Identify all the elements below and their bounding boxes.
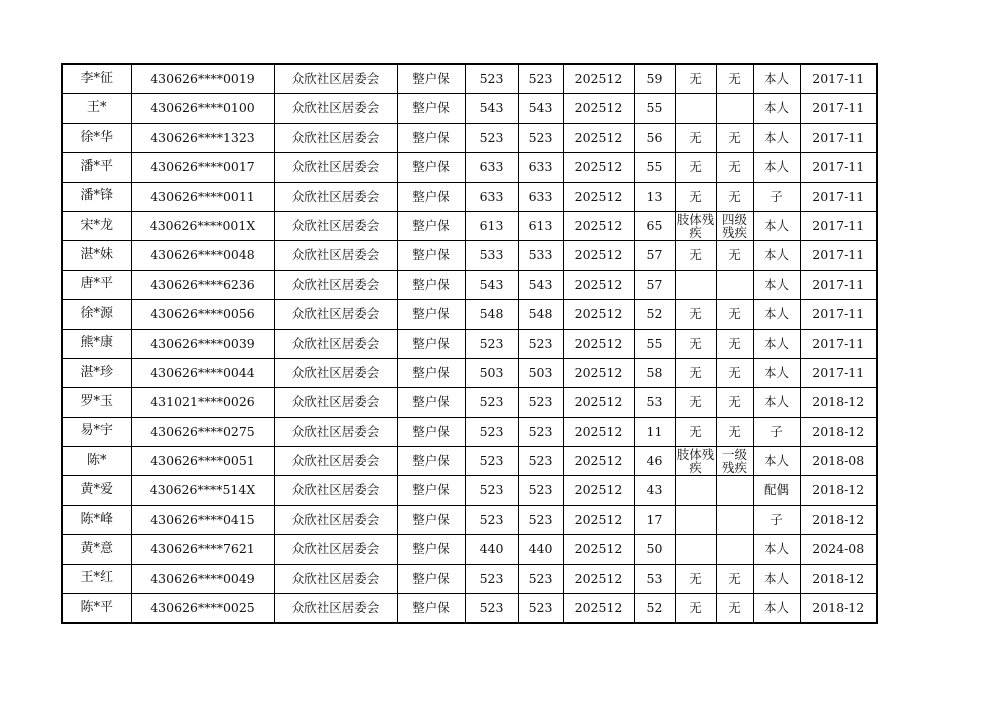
table-row [62, 505, 877, 534]
amount1-cell: 613 [465, 211, 518, 240]
disability-type-cell [675, 505, 716, 534]
id-cell: 430626****0017 [131, 153, 274, 182]
relation-cell: 配偶 [753, 476, 800, 505]
amount2-cell: 503 [518, 358, 563, 387]
age-cell: 57 [634, 270, 675, 299]
amount1-cell: 543 [465, 270, 518, 299]
amount1-cell: 533 [465, 241, 518, 270]
age-cell: 13 [634, 182, 675, 211]
table-row [62, 123, 877, 152]
id-cell: 430626****0100 [131, 94, 274, 123]
amount1-cell: 523 [465, 505, 518, 534]
date-cell: 2018-12 [800, 417, 877, 446]
age-cell: 57 [634, 241, 675, 270]
committee-cell: 众欣社区居委会 [274, 388, 397, 417]
date-cell: 2017-11 [800, 123, 877, 152]
committee-cell: 众欣社区居委会 [274, 594, 397, 624]
age-cell: 53 [634, 388, 675, 417]
period-cell: 202512 [563, 594, 634, 624]
id-cell: 430626****0044 [131, 358, 274, 387]
disability-type-cell [675, 94, 716, 123]
relation-cell: 本人 [753, 64, 800, 94]
committee-cell: 众欣社区居委会 [274, 211, 397, 240]
relation-cell: 本人 [753, 94, 800, 123]
disability-level-cell: 四级残疾 [716, 211, 753, 240]
type-cell: 整户保 [397, 270, 465, 299]
disability-level-cell [716, 270, 753, 299]
name-cell: 罗*玉 [62, 388, 131, 417]
type-cell: 整户保 [397, 241, 465, 270]
disability-level-cell: 无 [716, 329, 753, 358]
relation-cell: 本人 [753, 211, 800, 240]
period-cell: 202512 [563, 447, 634, 476]
type-cell: 整户保 [397, 564, 465, 593]
name-cell: 陈* [62, 447, 131, 476]
disability-level-cell: 无 [716, 358, 753, 387]
date-cell: 2017-11 [800, 211, 877, 240]
committee-cell: 众欣社区居委会 [274, 182, 397, 211]
date-cell: 2018-12 [800, 594, 877, 624]
amount2-cell: 440 [518, 535, 563, 564]
amount1-cell: 523 [465, 447, 518, 476]
relation-cell: 子 [753, 182, 800, 211]
id-cell: 430626****0025 [131, 594, 274, 624]
relation-cell: 本人 [753, 594, 800, 624]
amount2-cell: 523 [518, 447, 563, 476]
disability-level-cell: 无 [716, 64, 753, 94]
id-cell: 431021****0026 [131, 388, 274, 417]
name-cell: 徐*华 [62, 123, 131, 152]
disability-type-cell: 无 [675, 594, 716, 624]
type-cell: 整户保 [397, 594, 465, 624]
period-cell: 202512 [563, 211, 634, 240]
disability-type-cell: 无 [675, 123, 716, 152]
date-cell: 2018-12 [800, 505, 877, 534]
id-cell: 430626****514X [131, 476, 274, 505]
beneficiary-table [61, 63, 878, 624]
table-row [62, 153, 877, 182]
disability-level-cell [716, 535, 753, 564]
name-cell: 唐*平 [62, 270, 131, 299]
amount1-cell: 523 [465, 564, 518, 593]
relation-cell: 本人 [753, 153, 800, 182]
committee-cell: 众欣社区居委会 [274, 153, 397, 182]
disability-level-cell: 无 [716, 153, 753, 182]
committee-cell: 众欣社区居委会 [274, 358, 397, 387]
date-cell: 2017-11 [800, 358, 877, 387]
relation-cell: 本人 [753, 447, 800, 476]
type-cell: 整户保 [397, 417, 465, 446]
name-cell: 王* [62, 94, 131, 123]
relation-cell: 本人 [753, 358, 800, 387]
disability-level-cell: 无 [716, 388, 753, 417]
date-cell: 2018-12 [800, 564, 877, 593]
relation-cell: 本人 [753, 329, 800, 358]
period-cell: 202512 [563, 123, 634, 152]
date-cell: 2017-11 [800, 329, 877, 358]
committee-cell: 众欣社区居委会 [274, 241, 397, 270]
date-cell: 2018-12 [800, 388, 877, 417]
date-cell: 2017-11 [800, 94, 877, 123]
age-cell: 52 [634, 594, 675, 624]
committee-cell: 众欣社区居委会 [274, 94, 397, 123]
disability-level-cell: 无 [716, 300, 753, 329]
type-cell: 整户保 [397, 535, 465, 564]
disability-type-cell: 无 [675, 182, 716, 211]
age-cell: 50 [634, 535, 675, 564]
disability-level-cell [716, 476, 753, 505]
committee-cell: 众欣社区居委会 [274, 270, 397, 299]
table-row [62, 388, 877, 417]
disability-level-cell: 无 [716, 241, 753, 270]
type-cell: 整户保 [397, 64, 465, 94]
type-cell: 整户保 [397, 94, 465, 123]
relation-cell: 子 [753, 417, 800, 446]
id-cell: 430626****0056 [131, 300, 274, 329]
id-cell: 430626****6236 [131, 270, 274, 299]
id-cell: 430626****0039 [131, 329, 274, 358]
amount2-cell: 523 [518, 388, 563, 417]
name-cell: 陈*平 [62, 594, 131, 624]
name-cell: 潘*锋 [62, 182, 131, 211]
age-cell: 11 [634, 417, 675, 446]
id-cell: 430626****0048 [131, 241, 274, 270]
amount2-cell: 613 [518, 211, 563, 240]
period-cell: 202512 [563, 505, 634, 534]
table-row [62, 300, 877, 329]
type-cell: 整户保 [397, 182, 465, 211]
disability-type-cell [675, 476, 716, 505]
disability-type-cell: 肢体残疾 [676, 211, 715, 240]
name-cell: 宋*龙 [62, 211, 131, 240]
table-row [62, 94, 877, 123]
id-cell: 430626****0019 [131, 64, 274, 94]
period-cell: 202512 [563, 64, 634, 94]
committee-cell: 众欣社区居委会 [274, 300, 397, 329]
name-cell: 黄*爱 [62, 476, 131, 505]
period-cell: 202512 [563, 94, 634, 123]
date-cell: 2017-11 [800, 300, 877, 329]
amount2-cell: 523 [518, 123, 563, 152]
committee-cell: 众欣社区居委会 [274, 64, 397, 94]
amount2-cell: 523 [518, 329, 563, 358]
amount2-cell: 633 [518, 153, 563, 182]
amount1-cell: 523 [465, 64, 518, 94]
name-cell: 熊*康 [62, 329, 131, 358]
relation-cell: 本人 [753, 535, 800, 564]
period-cell: 202512 [563, 329, 634, 358]
id-cell: 430626****7621 [131, 535, 274, 564]
disability-type-cell: 无 [675, 241, 716, 270]
age-cell: 52 [634, 300, 675, 329]
committee-cell: 众欣社区居委会 [274, 505, 397, 534]
disability-type-cell [675, 270, 716, 299]
date-cell: 2017-11 [800, 64, 877, 94]
relation-cell: 本人 [753, 300, 800, 329]
id-cell: 430626****0051 [131, 447, 274, 476]
date-cell: 2018-08 [800, 447, 877, 476]
id-cell: 430626****0275 [131, 417, 274, 446]
amount2-cell: 533 [518, 241, 563, 270]
period-cell: 202512 [563, 182, 634, 211]
committee-cell: 众欣社区居委会 [274, 564, 397, 593]
id-cell: 430626****0011 [131, 182, 274, 211]
table-row [62, 535, 877, 564]
age-cell: 58 [634, 358, 675, 387]
disability-level-cell [716, 94, 753, 123]
name-cell: 湛*妹 [62, 241, 131, 270]
disability-type-cell: 无 [675, 64, 716, 94]
committee-cell: 众欣社区居委会 [274, 535, 397, 564]
committee-cell: 众欣社区居委会 [274, 417, 397, 446]
table-row [62, 211, 877, 240]
committee-cell: 众欣社区居委会 [274, 123, 397, 152]
amount1-cell: 523 [465, 388, 518, 417]
disability-type-cell: 无 [675, 417, 716, 446]
relation-cell: 本人 [753, 123, 800, 152]
disability-level-cell [716, 505, 753, 534]
amount1-cell: 503 [465, 358, 518, 387]
table-row [62, 182, 877, 211]
relation-cell: 本人 [753, 270, 800, 299]
age-cell: 56 [634, 123, 675, 152]
disability-type-cell: 无 [675, 329, 716, 358]
table-row [62, 594, 877, 624]
id-cell: 430626****0049 [131, 564, 274, 593]
disability-type-cell: 无 [675, 300, 716, 329]
type-cell: 整户保 [397, 358, 465, 387]
type-cell: 整户保 [397, 211, 465, 240]
amount1-cell: 523 [465, 329, 518, 358]
table-row [62, 447, 877, 476]
table-row [62, 64, 877, 94]
disability-level-cell: 无 [716, 594, 753, 624]
period-cell: 202512 [563, 388, 634, 417]
period-cell: 202512 [563, 535, 634, 564]
amount1-cell: 440 [465, 535, 518, 564]
table-body [62, 64, 877, 623]
name-cell: 李*征 [62, 64, 131, 94]
date-cell: 2024-08 [800, 535, 877, 564]
date-cell: 2018-12 [800, 476, 877, 505]
amount1-cell: 523 [465, 476, 518, 505]
amount2-cell: 543 [518, 94, 563, 123]
amount2-cell: 523 [518, 505, 563, 534]
disability-type-cell [675, 535, 716, 564]
relation-cell: 本人 [753, 564, 800, 593]
name-cell: 易*宇 [62, 417, 131, 446]
type-cell: 整户保 [397, 388, 465, 417]
name-cell: 王*红 [62, 564, 131, 593]
age-cell: 55 [634, 153, 675, 182]
age-cell: 53 [634, 564, 675, 593]
disability-type-cell: 无 [675, 388, 716, 417]
id-cell: 430626****0415 [131, 505, 274, 534]
table-row [62, 417, 877, 446]
disability-level-cell: 无 [716, 417, 753, 446]
relation-cell: 子 [753, 505, 800, 534]
type-cell: 整户保 [397, 329, 465, 358]
disability-type-cell: 无 [675, 564, 716, 593]
age-cell: 43 [634, 476, 675, 505]
name-cell: 黄*意 [62, 535, 131, 564]
type-cell: 整户保 [397, 476, 465, 505]
id-cell: 430626****001X [131, 211, 274, 240]
id-cell: 430626****1323 [131, 123, 274, 152]
table-row [62, 564, 877, 593]
committee-cell: 众欣社区居委会 [274, 329, 397, 358]
amount2-cell: 523 [518, 64, 563, 94]
period-cell: 202512 [563, 358, 634, 387]
name-cell: 湛*珍 [62, 358, 131, 387]
disability-level-cell: 无 [716, 182, 753, 211]
amount2-cell: 548 [518, 300, 563, 329]
amount2-cell: 523 [518, 564, 563, 593]
disability-level-cell: 无 [716, 123, 753, 152]
age-cell: 46 [634, 447, 675, 476]
table-row [62, 358, 877, 387]
amount1-cell: 523 [465, 123, 518, 152]
type-cell: 整户保 [397, 447, 465, 476]
disability-type-cell: 无 [675, 358, 716, 387]
name-cell: 潘*平 [62, 153, 131, 182]
disability-level-cell: 无 [716, 564, 753, 593]
table-row [62, 329, 877, 358]
amount1-cell: 633 [465, 153, 518, 182]
table-row [62, 476, 877, 505]
date-cell: 2017-11 [800, 153, 877, 182]
period-cell: 202512 [563, 153, 634, 182]
type-cell: 整户保 [397, 123, 465, 152]
period-cell: 202512 [563, 564, 634, 593]
amount1-cell: 548 [465, 300, 518, 329]
name-cell: 陈*峰 [62, 505, 131, 534]
period-cell: 202512 [563, 300, 634, 329]
amount2-cell: 523 [518, 417, 563, 446]
period-cell: 202512 [563, 241, 634, 270]
age-cell: 55 [634, 94, 675, 123]
period-cell: 202512 [563, 476, 634, 505]
table-row [62, 270, 877, 299]
period-cell: 202512 [563, 417, 634, 446]
disability-type-cell: 无 [675, 153, 716, 182]
amount2-cell: 523 [518, 594, 563, 624]
amount2-cell: 633 [518, 182, 563, 211]
disability-type-cell: 肢体残疾 [676, 447, 715, 476]
amount2-cell: 543 [518, 270, 563, 299]
type-cell: 整户保 [397, 300, 465, 329]
amount1-cell: 543 [465, 94, 518, 123]
name-cell: 徐*源 [62, 300, 131, 329]
table-row [62, 241, 877, 270]
date-cell: 2017-11 [800, 182, 877, 211]
age-cell: 17 [634, 505, 675, 534]
amount1-cell: 523 [465, 417, 518, 446]
disability-level-cell: 一级残疾 [716, 447, 753, 476]
committee-cell: 众欣社区居委会 [274, 476, 397, 505]
date-cell: 2017-11 [800, 241, 877, 270]
type-cell: 整户保 [397, 505, 465, 534]
relation-cell: 本人 [753, 241, 800, 270]
age-cell: 65 [634, 211, 675, 240]
amount2-cell: 523 [518, 476, 563, 505]
age-cell: 55 [634, 329, 675, 358]
amount1-cell: 633 [465, 182, 518, 211]
period-cell: 202512 [563, 270, 634, 299]
age-cell: 59 [634, 64, 675, 94]
amount1-cell: 523 [465, 594, 518, 624]
type-cell: 整户保 [397, 153, 465, 182]
committee-cell: 众欣社区居委会 [274, 447, 397, 476]
relation-cell: 本人 [753, 388, 800, 417]
date-cell: 2017-11 [800, 270, 877, 299]
